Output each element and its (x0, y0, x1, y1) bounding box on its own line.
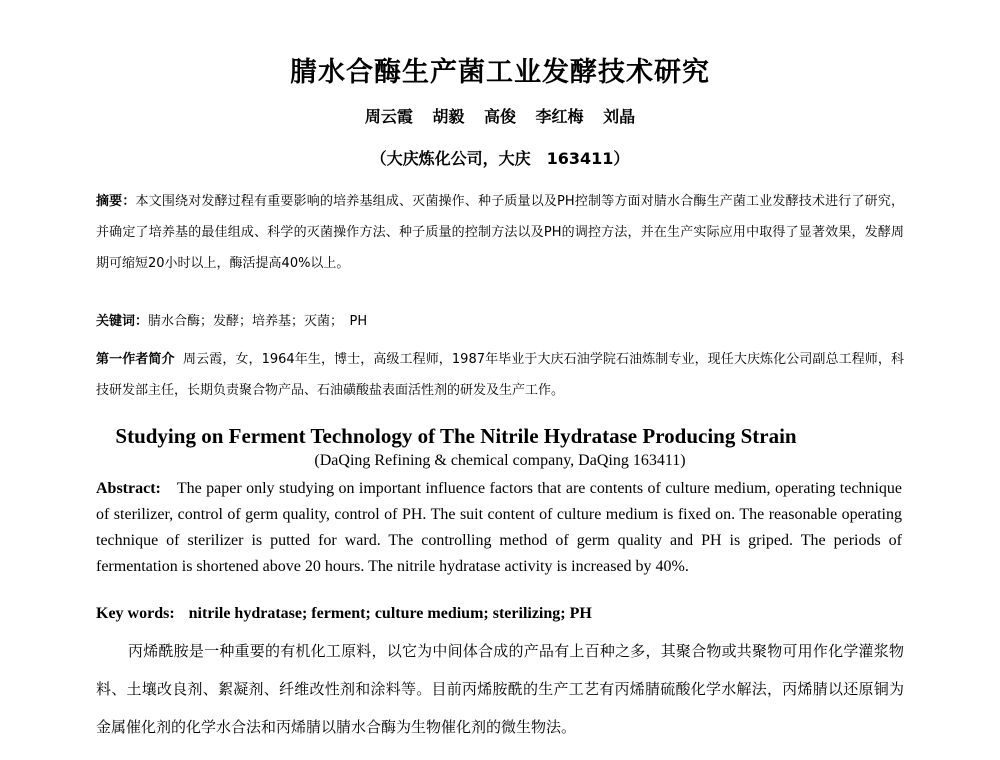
chinese-keywords-label: 关键词： (96, 314, 149, 329)
english-keywords (96, 605, 902, 623)
english-keywords-label: Key words: (96, 605, 175, 622)
chinese-affiliation: （大庆炼化公司，大庆 163411） (370, 149, 630, 168)
author-biography (96, 344, 904, 406)
chinese-keywords (96, 306, 904, 337)
english-abstract-text: The paper only studying on important influence factors that are contents of culture medium, operating technique of sterilizer, control of germ quality, control of PH. The suit content of culture medium is fixed on. The reasonable operating technique of sterilizer is putted for ward. The controlling method of germ quality and PH is griped. The periods of fermentation is shortened above 20 hours. The nitrile hydratase activity is increased by 40%. (96, 480, 902, 575)
chinese-abstract (96, 186, 904, 279)
chinese-abstract-text: 本文围绕对发酵过程有重要影响的培养基组成、灭菌操作、种子质量以及PH控制等方面对腈水合酶生产菌工业发酵技术进行了研究，并确定了培养基的最佳组成、科学的灭菌操作方法、种子质量的控制方法以及PH的调控方法，并在生产实际应用中取得了显著效果，发酵周期可缩短20小时以上，酶活提高40%以上。 (96, 194, 904, 271)
body-paragraph: 丙烯酰胺是一种重要的有机化工原料，以它为中间体合成的产品有上百种之多，其聚合物或共聚物可用作化学灌浆物料、土壤改良剂、絮凝剂、纤维改性剂和涂料等。目前丙烯胺酰的生产工艺有丙烯腈硫酸化学水解法，丙烯腈以还原铜为金属催化剂的化学水合法和丙烯腈以腈水合酶为生物催化剂的微生物法。 (96, 642, 904, 736)
chinese-keywords-text: 腈水合酶；发酵；培养基；灭菌； PH (148, 314, 368, 329)
chinese-title: 腈水合酶生产菌工业发酵技术研究 (290, 57, 710, 88)
chinese-authors: 周云霞 胡毅 高俊 李红梅 刘晶 (364, 107, 636, 126)
chinese-abstract-label: 摘要： (96, 194, 136, 209)
english-abstract (96, 476, 902, 580)
author-biography-label: 第一作者简介 (96, 352, 175, 367)
english-affiliation: (DaQing Refining & chemical company, DaQing 163411) (314, 452, 686, 469)
english-title: Studying on Ferment Technology of The Nitrile Hydratase Producing Strain (115, 424, 797, 448)
english-keywords-text: nitrile hydratase; ferment; culture medium; sterilizing; PH (188, 605, 592, 622)
author-biography-text: 周云霞，女，1964年生，博士，高级工程师，1987年毕业于大庆石油学院石油炼制专业，现任大庆炼化公司副总工程师，科技研发部主任，长期负责聚合物产品、石油磺酸盐表面活性剂的研发及生产工作。 (96, 352, 904, 398)
english-abstract-label: Abstract: (96, 480, 161, 497)
